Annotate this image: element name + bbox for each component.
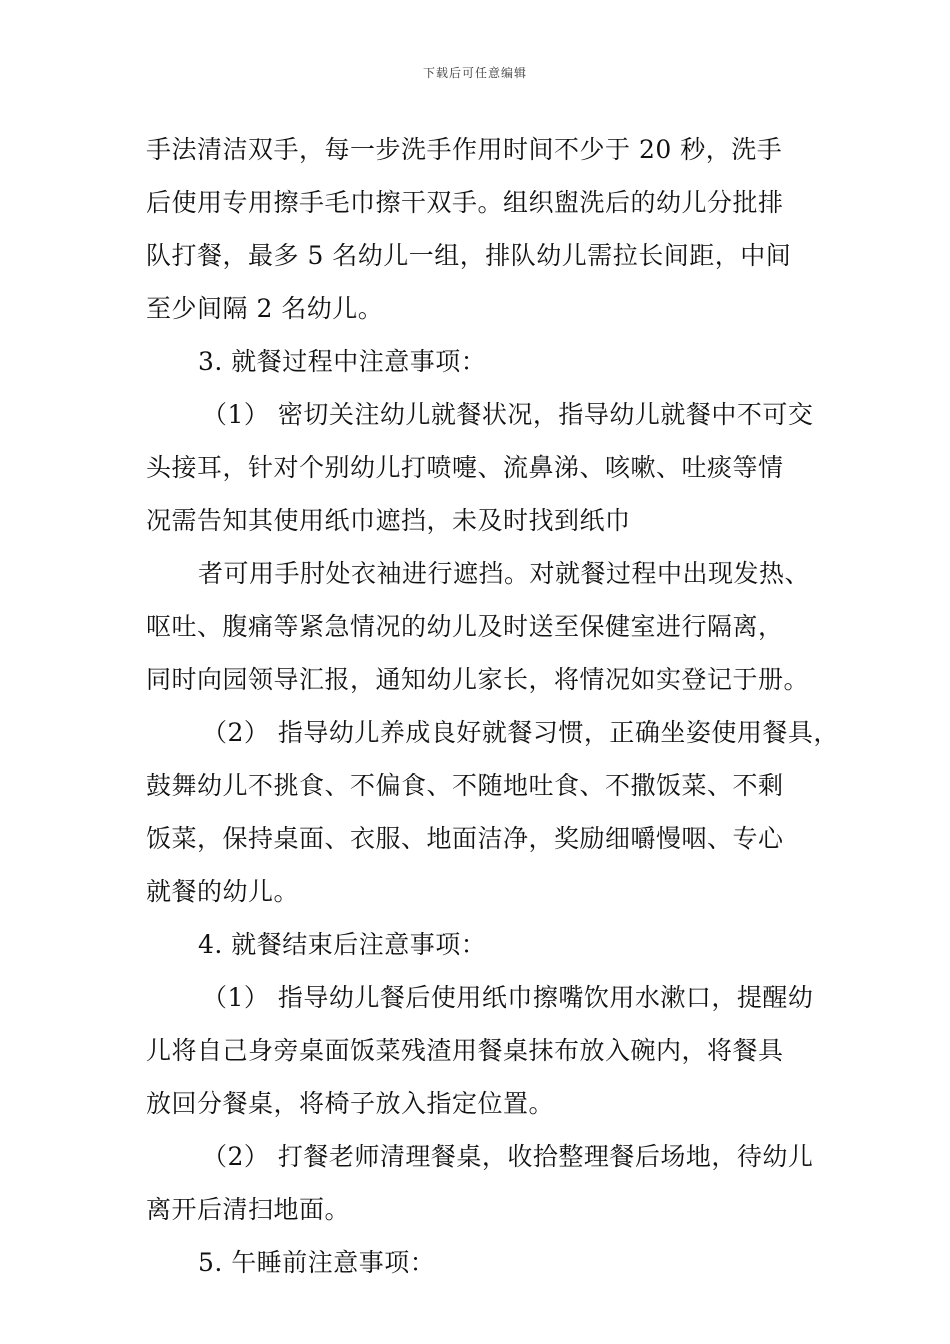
text-line: （2） 打餐老师清理餐桌，收拾整理餐后场地，待幼儿	[202, 1142, 814, 1171]
text-line: 放回分餐桌，将椅子放入指定位置。	[146, 1089, 555, 1118]
section-heading: 5. 午睡前注意事项：	[198, 1248, 436, 1277]
text-line: 离开后清扫地面。	[146, 1195, 351, 1224]
section-heading: 4. 就餐结束后注意事项：	[198, 930, 487, 959]
text-line: 鼓舞幼儿不挑食、不偏食、不随地吐食、不撒饭菜、不剩	[146, 771, 784, 800]
text-line: 者可用手肘处衣袖进行遮挡。对就餐过程中出现发热、	[198, 559, 811, 588]
section-heading: 3. 就餐过程中注意事项：	[198, 347, 487, 376]
text-line: 头接耳，针对个别幼儿打喷嚏、流鼻涕、咳嗽、吐痰等情	[146, 453, 784, 482]
text-line: （1） 密切关注幼儿就餐状况，指导幼儿就餐中不可交	[202, 400, 814, 429]
text-line: （1） 指导幼儿餐后使用纸巾擦嘴饮用水漱口，提醒幼	[202, 983, 814, 1012]
text-line: 同时向园领导汇报，通知幼儿家长，将情况如实登记于册。	[146, 665, 810, 694]
text-line: 况需告知其使用纸巾遮挡，未及时找到纸巾	[146, 506, 631, 535]
text-line: 呕吐、腹痛等紧急情况的幼儿及时送至保健室进行隔离，	[146, 612, 784, 641]
document-body	[146, 126, 846, 1292]
text-line: 饭菜，保持桌面、衣服、地面洁净，奖励细嚼慢咽、专心	[146, 824, 784, 853]
text-line: 后使用专用擦手毛巾擦干双手。组织盥洗后的幼儿分批排	[146, 188, 784, 217]
text-line: （2） 指导幼儿养成良好就餐习惯，正确坐姿使用餐具，	[202, 718, 839, 747]
text-line: 至少间隔 2 名幼儿。	[146, 294, 384, 323]
text-line: 手法清洁双手，每一步洗手作用时间不少于 20 秒，洗手	[146, 135, 783, 164]
text-line: 队打餐，最多 5 名幼儿一组，排队幼儿需拉长间距，中间	[146, 241, 792, 270]
text-line: 儿将自己身旁桌面饭菜残渣用餐桌抹布放入碗内，将餐具	[146, 1036, 784, 1065]
page-header: 下载后可任意编辑	[422, 66, 527, 80]
text-line: 就餐的幼儿。	[146, 877, 300, 906]
